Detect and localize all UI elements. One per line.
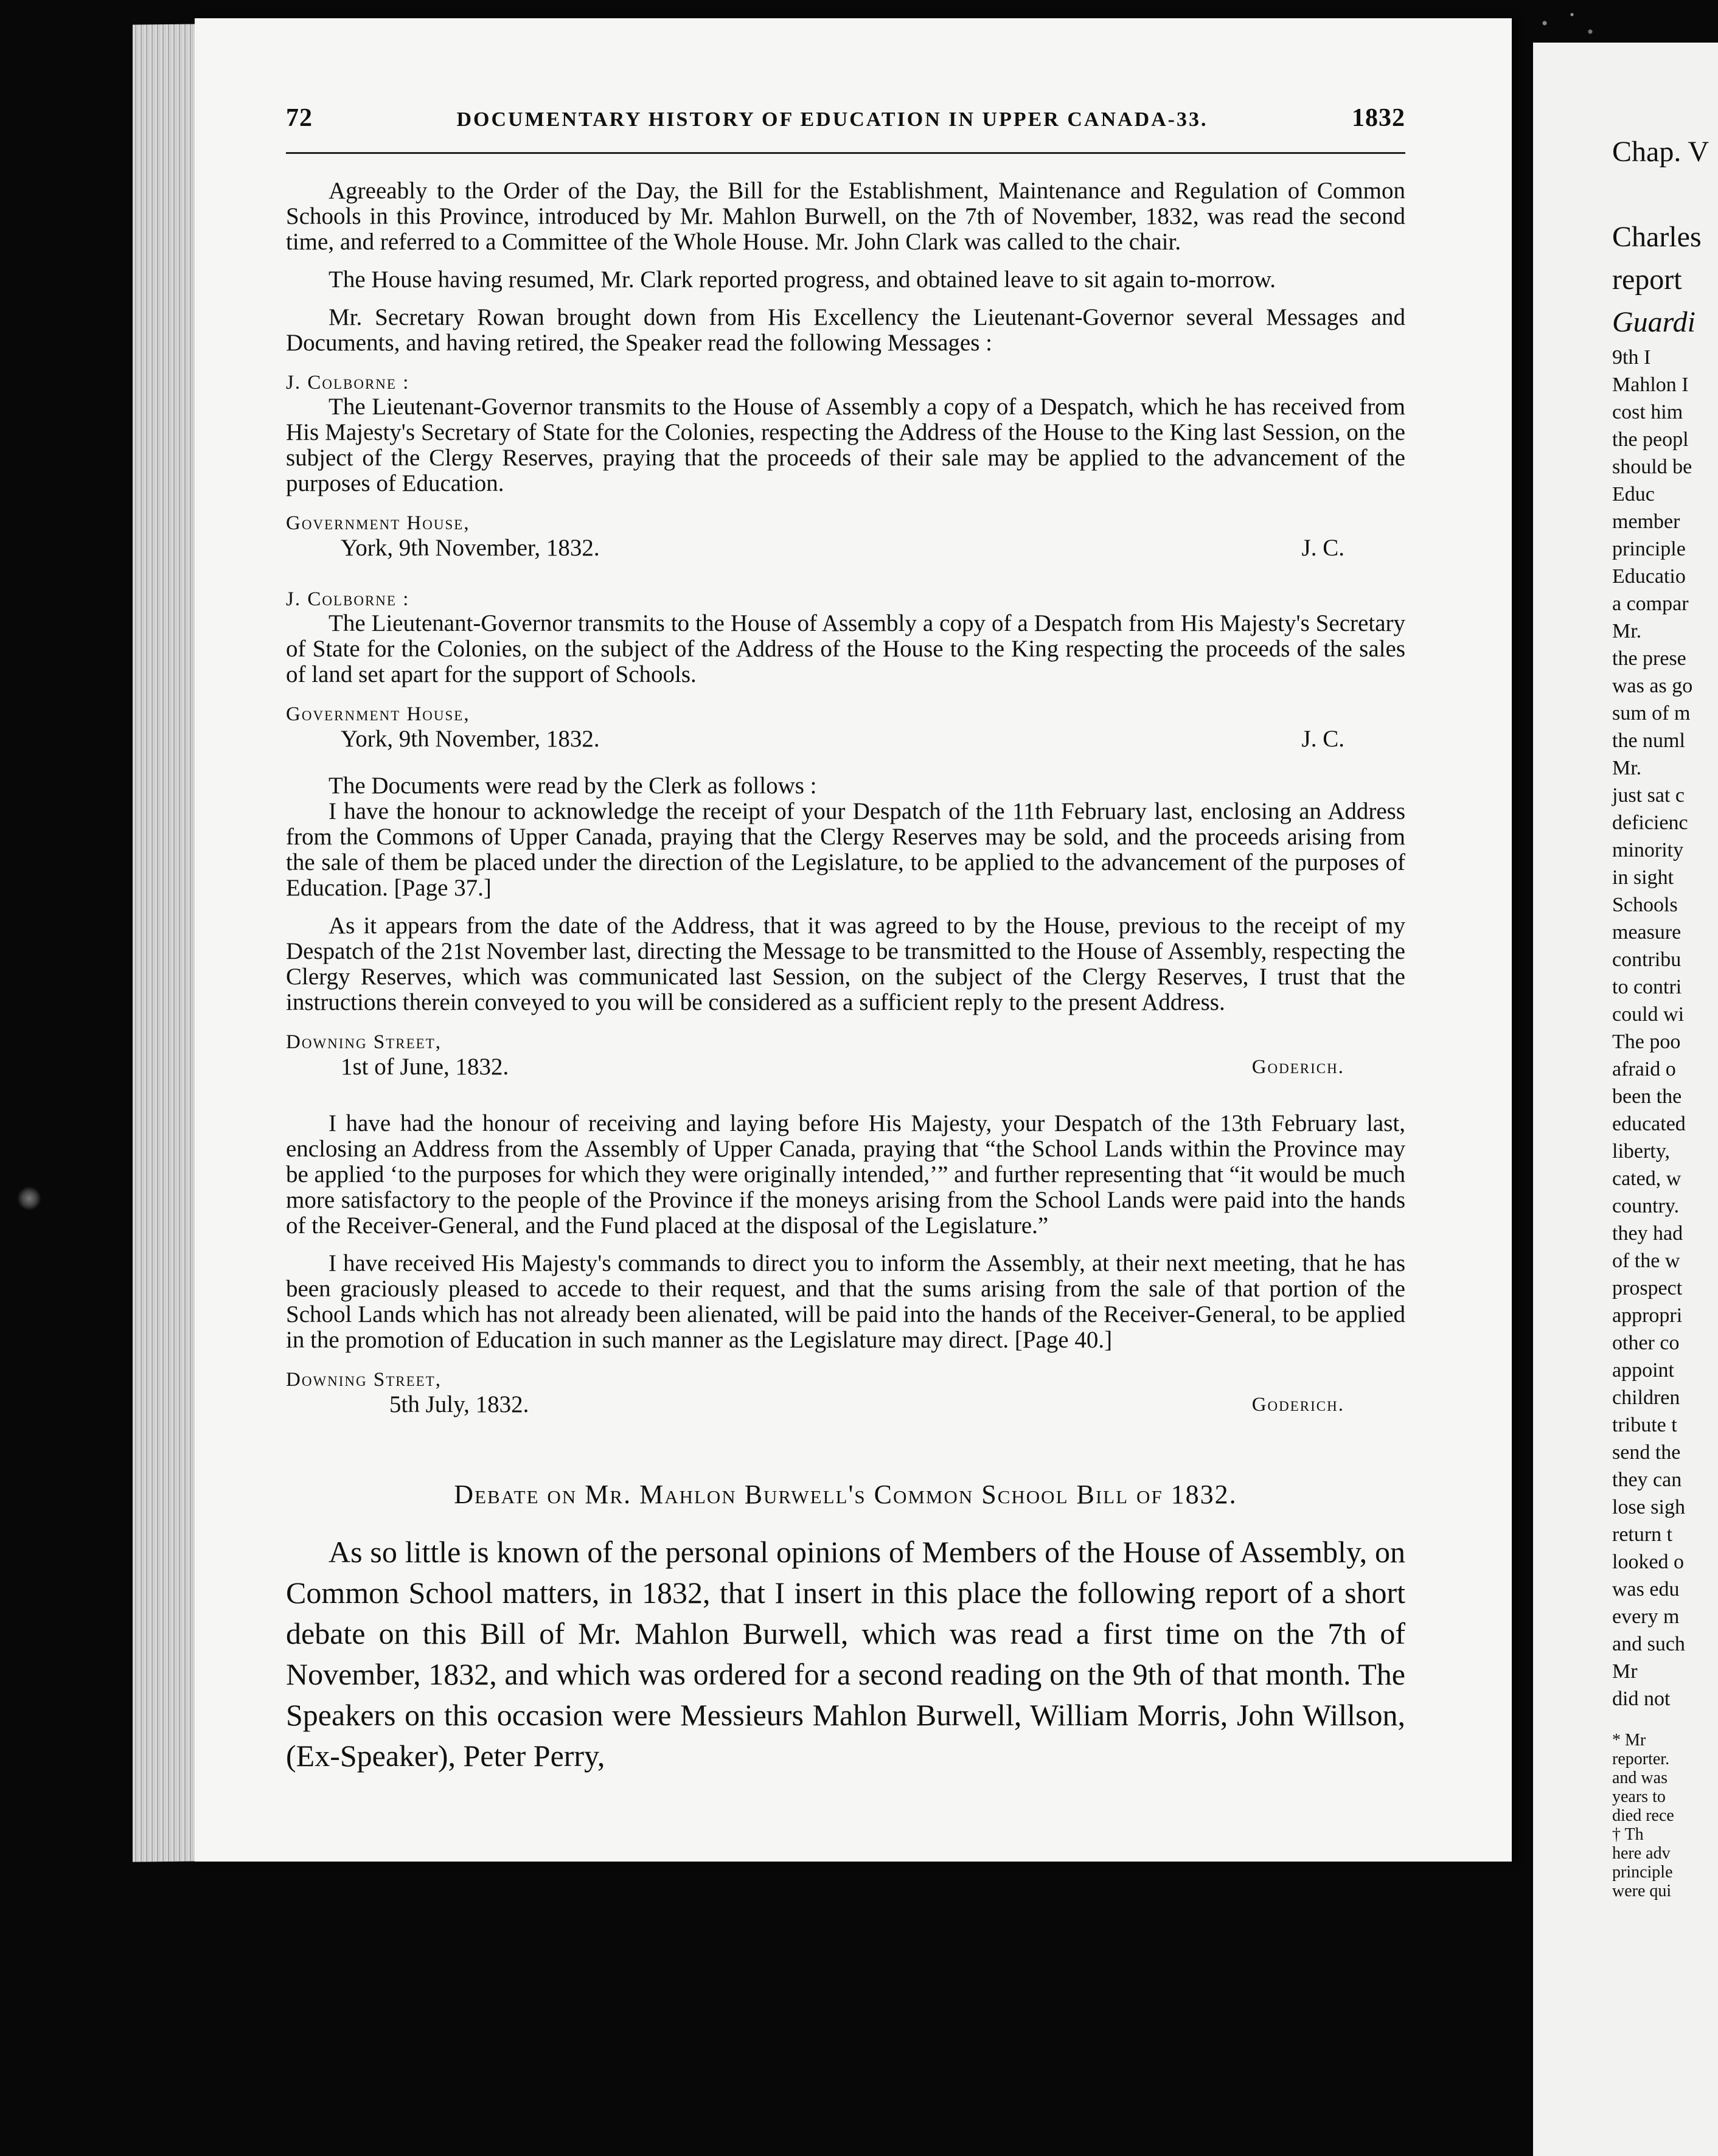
right-page-footnote-line: here adv — [1612, 1844, 1671, 1863]
documents-read-line: The Documents were read by the Clerk as follows : — [329, 773, 817, 799]
right-page-line: to contri — [1612, 976, 1682, 998]
right-page-line: the numl — [1612, 729, 1685, 752]
right-page-line: Charles — [1612, 221, 1702, 253]
despatch-2-signatory: Goderich. — [1251, 1394, 1344, 1416]
right-footnote-gap — [1612, 1713, 1718, 1731]
ink-blot — [17, 1186, 41, 1211]
right-page-line: Educ — [1612, 483, 1655, 506]
message-author-2: J. Colborne : — [286, 588, 410, 610]
right-page-line: of the w — [1612, 1250, 1680, 1272]
right-page-line: Mahlon I — [1612, 374, 1689, 396]
right-page-line: Guardi — [1612, 306, 1695, 338]
right-page-line: send the — [1612, 1441, 1681, 1464]
right-page-line: report — [1612, 263, 1682, 296]
right-page-line: measure — [1612, 921, 1681, 944]
right-page-footnote-line: were qui — [1612, 1882, 1672, 1900]
right-page-line: could wi — [1612, 1003, 1685, 1026]
despatch-1-paragraph-1: I have the honour to acknowledge the receipt of your Despatch of the 11th February last, enclosing an Address from the Commons of Upper Canada, praying that the Clergy Reserves may be sold, and the proceeds arising from the sale of them be placed under the direction of the Legislature, to be applied to the advancement of the purposes of Education. [Page 37.] — [286, 798, 1405, 901]
message-2-initials: J. C. — [1301, 726, 1344, 752]
right-page-line: children — [1612, 1386, 1680, 1409]
right-page-line: appropri — [1612, 1304, 1683, 1327]
right-page-line: sum of m — [1612, 702, 1691, 725]
despatch-2-paragraph-2: I have received His Majesty's commands to direct you to inform the Assembly, at their next meeting, that he has been graciously pleased to accede to their request, and that the sums arising from the sale of that portion of the School Lands which has not already been alienated, will be paid into the hands of the Receiver-General, to be applied in the promotion of Education in such manner as the Legislature may direct. [Page 40.] — [286, 1250, 1405, 1353]
left-page — [195, 18, 1512, 1862]
right-page-line: a compar — [1612, 593, 1689, 615]
right-page-footnote-line: † Th — [1612, 1825, 1644, 1844]
right-page-line: the peopl — [1612, 428, 1689, 451]
book-page-edges — [133, 24, 204, 1862]
message-author-1: J. Colborne : — [286, 372, 410, 394]
paragraph-house-resumed: The House having resumed, Mr. Clark reported progress, and obtained leave to sit again to-morrow. — [329, 266, 1276, 293]
message-1-signature-row — [286, 535, 1405, 562]
right-page-line: the prese — [1612, 647, 1686, 670]
paragraph-order-of-day: Agreeably to the Order of the Day, the Bill for the Establishment, Maintenance and Regulation of Common Schools in this Province, introduced by Mr. Mahlon Burwell, on the 7th of November, 1832, was read the second time, and referred to a Committee of the Whole House. Mr. John Clark was called to the chair. — [286, 178, 1405, 255]
right-page-line: cated, w — [1612, 1167, 1681, 1190]
right-page-line: prospect — [1612, 1277, 1683, 1299]
right-page-line: they can — [1612, 1469, 1682, 1491]
right-page-line: in sight — [1612, 866, 1674, 889]
right-page-line: educated — [1612, 1113, 1686, 1135]
paragraph-secretary-rowan: Mr. Secretary Rowan brought down from His Excellency the Lieutenant-Governor several Messages and Documents, and having retired, the Speaker read the following Messages : — [286, 304, 1405, 356]
right-page-line: looked o — [1612, 1551, 1685, 1573]
message-2-signature-row — [286, 726, 1405, 753]
right-page-lines — [1612, 216, 1718, 1713]
right-page-footnote-line: * Mr — [1612, 1731, 1646, 1750]
right-page-line: they had — [1612, 1222, 1683, 1245]
right-page-line: principle — [1612, 538, 1686, 560]
right-page-line: 9th I — [1612, 346, 1651, 369]
right-page-footnotes — [1612, 1731, 1718, 1900]
despatch-1-date: 1st of June, 1832. — [341, 1054, 509, 1080]
right-page-partial — [1533, 43, 1718, 2156]
right-page-line: was edu — [1612, 1578, 1680, 1601]
despatch-1-paragraph-2: As it appears from the date of the Address, that it was agreed to by the House, previous to the receipt of my Despatch of the 21st November last, directing the Message to be transmitted to the House of Assembly, respecting the Clergy Reserves, which was communicated last Session, on the subject of the Clergy Reserves, I trust that the instructions therein conveyed to you will be considered as a sufficient reply to the present Address. — [286, 913, 1405, 1015]
right-page-line: did not — [1612, 1688, 1671, 1710]
right-page-footnote-line: principle — [1612, 1863, 1673, 1882]
despatch-2-signature-row — [286, 1391, 1405, 1418]
despatch-1-signature-row — [286, 1054, 1405, 1080]
right-page-content — [1612, 131, 1718, 1900]
right-page-line: every m — [1612, 1605, 1680, 1628]
message-2-place: Government House, — [286, 703, 470, 725]
right-page-line: cost him — [1612, 401, 1683, 423]
right-page-line: and such — [1612, 1633, 1685, 1655]
right-page-line: Mr. — [1612, 620, 1642, 642]
running-year: 1832 — [1352, 104, 1405, 132]
right-running-head: Chap. V — [1612, 136, 1709, 168]
message-1-initials: J. C. — [1301, 535, 1344, 561]
despatch-1-place: Downing Street, — [286, 1031, 442, 1053]
right-page-line: liberty, — [1612, 1140, 1671, 1163]
right-page-line: Schools — [1612, 894, 1678, 916]
right-page-footnote-line: and was — [1612, 1768, 1668, 1787]
right-page-line: tribute t — [1612, 1414, 1677, 1436]
right-page-footnote-line: years to — [1612, 1787, 1666, 1806]
despatch-1-signatory: Goderich. — [1251, 1056, 1344, 1078]
message-1-place: Government House, — [286, 512, 470, 534]
right-page-line: afraid o — [1612, 1058, 1676, 1080]
right-page-line: The poo — [1612, 1031, 1681, 1053]
right-page-line: should be — [1612, 456, 1692, 478]
section-heading: Debate on Mr. Mahlon Burwell's Common School Bill of 1832. — [454, 1480, 1237, 1509]
debate-intro-paragraph: As so little is known of the personal opinions of Members of the House of Assembly, on Common School matters, in 1832, that I insert in this place the following report of a short debate on this Bill of Mr. Mahlon Burwell, which was read a first time on the 7th of November, 1832, and which was ordered for a second reading on the 9th of that month. The Speakers on this occasion were Messieurs Mahlon Burwell, William Morris, John Willson, (Ex-Speaker), Peter Perry, — [286, 1535, 1405, 1773]
right-page-line: Mr. — [1612, 757, 1642, 779]
right-gap — [1612, 173, 1718, 216]
left-page-content — [286, 103, 1405, 1776]
despatch-2-date: 5th July, 1832. — [389, 1391, 529, 1417]
page-number: 72 — [286, 104, 313, 132]
right-page-line: Mr — [1612, 1660, 1638, 1683]
right-page-line: been the — [1612, 1085, 1682, 1108]
right-page-line: lose sigh — [1612, 1496, 1685, 1518]
right-page-line: contribu — [1612, 948, 1681, 971]
right-page-line: Educatio — [1612, 565, 1686, 588]
running-title: DOCUMENTARY HISTORY OF EDUCATION IN UPPER CANADA-33. — [456, 108, 1208, 131]
right-page-line: minority — [1612, 839, 1684, 861]
message-1-text: The Lieutenant-Governor transmits to the House of Assembly a copy of a Despatch, which he has received from His Majesty's Secretary of State for the Colonies, respecting the Address of the House to the King last Session, on the subject of the Clergy Reserves, praying that the proceeds of their sale may be applied to the advancement of the purposes of Education. — [286, 394, 1405, 496]
message-2-date: York, 9th November, 1832. — [341, 726, 600, 752]
right-page-line: appoint — [1612, 1359, 1674, 1382]
right-page-line: just sat c — [1612, 784, 1685, 807]
message-2-text: The Lieutenant-Governor transmits to the House of Assembly a copy of a Despatch from His Majesty's Secretary of State for the Colonies, on the subject of the Address of the House to the King respecting the proceeds of the sales of land set apart for the support of Schools. — [286, 610, 1405, 687]
running-head — [286, 103, 1405, 154]
right-page-footnote-line: died rece — [1612, 1806, 1674, 1825]
right-page-line: member — [1612, 510, 1680, 533]
right-page-line: return t — [1612, 1523, 1673, 1546]
message-1-date: York, 9th November, 1832. — [341, 535, 600, 561]
right-page-line: other co — [1612, 1332, 1680, 1354]
right-page-footnote-line: reporter. — [1612, 1750, 1670, 1768]
right-page-line: country. — [1612, 1195, 1680, 1217]
despatch-2-paragraph-1: I have had the honour of receiving and laying before His Majesty, your Despatch of the 13th February last, enclosing an Address from the Assembly of Upper Canada, praying that “the School Lands within the Province may be applied ‘to the purposes for which they were originally intended,’” and further representing that “it would be much more satisfactory to the people of the Province if the moneys arising from the School Lands were paid into the hands of the Receiver-General, and the Fund placed at the disposal of the Legislature.” — [286, 1110, 1405, 1239]
right-page-line: deficienc — [1612, 812, 1688, 834]
right-page-line: was as go — [1612, 675, 1693, 697]
despatch-2-place: Downing Street, — [286, 1369, 442, 1391]
